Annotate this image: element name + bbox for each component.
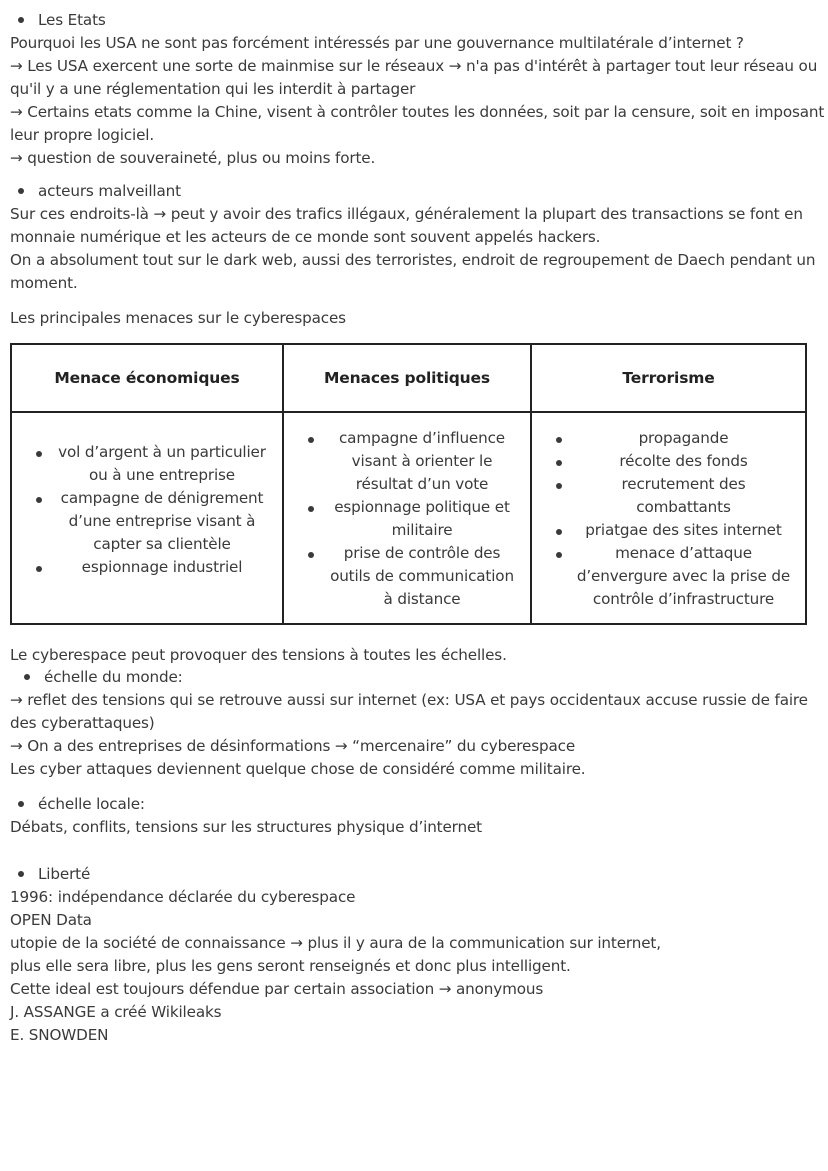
cell-line: vol d’argent à un particulier xyxy=(58,443,266,461)
cell-line: campagne d’influence xyxy=(338,429,505,447)
text-line: qu'il y a une réglementation qui les interdit à partager xyxy=(10,80,416,98)
text-line: → On a des entreprises de désinformations → “mercenaire” du cyberespace xyxy=(10,737,576,755)
bullet-echelle-locale: échelle locale: xyxy=(38,795,145,813)
text-line: leur propre logiciel. xyxy=(10,126,155,144)
text-line: → reflet des tensions qui se retrouve aussi sur internet (ex: USA et pays occidentaux accuse russie de faire xyxy=(10,691,808,709)
cell-line: combattants xyxy=(636,498,731,516)
cell-line: résultat d’un vote xyxy=(355,475,489,493)
cell-line: priatgae des sites internet xyxy=(585,521,782,539)
header-menaces-politiques: Menaces politiques xyxy=(283,344,531,412)
cell-line: ou à une entreprise xyxy=(89,466,235,484)
text-line: Les cyber attaques deviennent quelque chose de considéré comme militaire. xyxy=(10,760,586,778)
cell-terrorisme xyxy=(531,412,806,624)
text-line: Cette ideal est toujours défendue par certain association → anonymous xyxy=(10,980,544,998)
threats-table xyxy=(10,343,807,625)
cell-line: campagne de dénigrement xyxy=(60,489,264,507)
cell-line: espionnage politique et xyxy=(334,498,510,516)
text-line: → Certains etats comme la Chine, visent à contrôler toutes les données, soit par la censure, soit en imposant xyxy=(10,103,825,121)
cell-economiques xyxy=(11,412,283,624)
cell-line: menace d’attaque xyxy=(615,544,752,562)
cell-line: recrutement des xyxy=(621,475,746,493)
text-line: J. ASSANGE a créé Wikileaks xyxy=(10,1003,222,1021)
cell-line: récolte des fonds xyxy=(619,452,748,470)
text-line: → question de souveraineté, plus ou moins forte. xyxy=(10,149,376,167)
text-line: moment. xyxy=(10,274,78,292)
cell-line: propagande xyxy=(638,429,729,447)
text-line: Débats, conflits, tensions sur les structures physique d’internet xyxy=(10,818,482,836)
cell-line: d’envergure avec la prise de xyxy=(576,567,791,585)
header-menace-economiques: Menace économiques xyxy=(11,344,283,412)
text-line: plus elle sera libre, plus les gens seront renseignés et donc plus intelligent. xyxy=(10,957,571,975)
cell-line: espionnage industriel xyxy=(81,558,243,576)
cell-line: prise de contrôle des xyxy=(343,544,501,562)
text-line: → Les USA exercent une sorte de mainmise sur le réseaux → n'a pas d'intérêt à partager tout leur réseau ou xyxy=(10,57,818,75)
text-line: Sur ces endroits-là → peut y avoir des trafics illégaux, généralement la plupart des transactions se font en xyxy=(10,205,803,223)
cell-line: visant à orienter le xyxy=(351,452,493,470)
cell-politiques xyxy=(283,412,531,624)
header-terrorisme: Terrorisme xyxy=(531,344,806,412)
table-caption: Les principales menaces sur le cyberespaces xyxy=(10,309,346,327)
cell-line: contrôle d’infrastructure xyxy=(592,590,775,608)
text-line: Le cyberespace peut provoquer des tensions à toutes les échelles. xyxy=(10,646,507,664)
cell-line: militaire xyxy=(391,521,453,539)
text-line: utopie de la société de connaissance → plus il y aura de la communication sur internet, xyxy=(10,934,661,952)
bullet-echelle-monde: échelle du monde: xyxy=(44,668,183,686)
cell-line: d’une entreprise visant à xyxy=(68,512,256,530)
text-line: monnaie numérique et les acteurs de ce monde sont souvent appelés hackers. xyxy=(10,228,601,246)
bullet-liberte: Liberté xyxy=(38,865,91,883)
text-line: E. SNOWDEN xyxy=(10,1026,109,1044)
text-line: OPEN Data xyxy=(10,911,92,929)
cell-line: outils de communication xyxy=(330,567,514,585)
bullet-les-etats: Les Etats xyxy=(38,11,106,29)
bullet-acteurs-malveillant: acteurs malveillant xyxy=(38,182,181,200)
text-line: Pourquoi les USA ne sont pas forcément intéressés par une gouvernance multilatérale d’internet ? xyxy=(10,34,744,52)
cell-line: à distance xyxy=(383,590,461,608)
text-line: On a absolument tout sur le dark web, aussi des terroristes, endroit de regroupement de Daech pendant un xyxy=(10,251,816,269)
text-line: 1996: indépendance déclarée du cyberespace xyxy=(10,888,356,906)
text-line: des cyberattaques) xyxy=(10,714,155,732)
cell-line: capter sa clientèle xyxy=(93,535,231,553)
